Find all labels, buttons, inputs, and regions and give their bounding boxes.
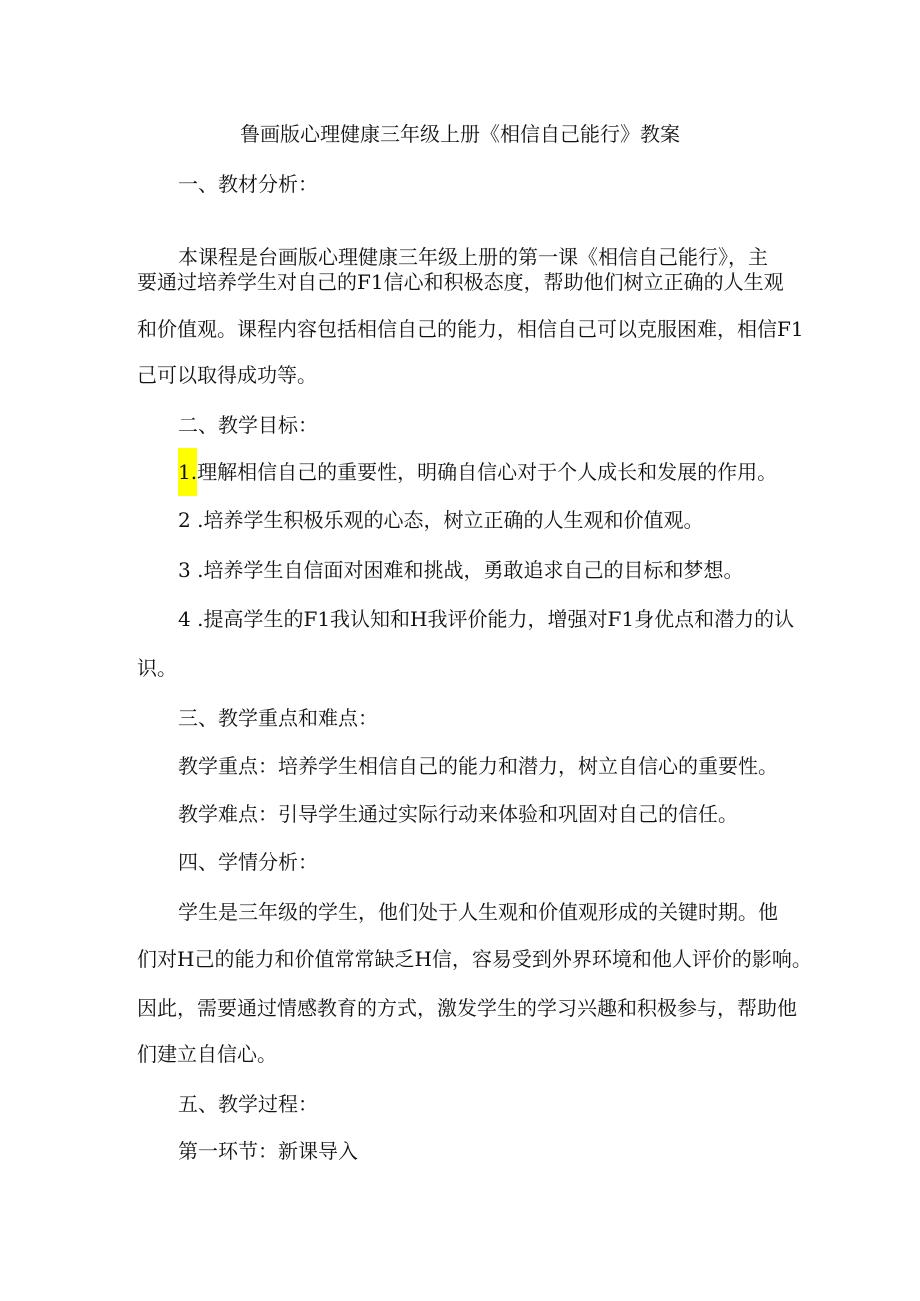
process-step-1: 第一环节：新课导入: [178, 1139, 358, 1163]
paragraph-line: 学生是三年级的学生，他们处于人生观和价值观形成的关键时期。他: [178, 900, 778, 924]
goal-item-3: 3 .培养学生自信面对困难和挑战，勇敢追求自己的目标和梦想。: [178, 558, 744, 582]
paragraph-line: 要通过培养学生对自己的F1信心和积极态度，帮助他们树立正确的人生观: [137, 270, 784, 294]
section-heading-textbook-analysis: 一、教材分析：: [178, 172, 318, 196]
document-title: 鲁画版心理健康三年级上册《相信自己能行》教案: [240, 122, 680, 146]
goal-item-4: 4 .提高学生的F1我认知和H我评价能力，增强对F1身优点和潜力的认: [178, 607, 795, 631]
goal-item-4-continued: 识。: [137, 656, 177, 680]
section-heading-student-analysis: 四、学情分析：: [178, 850, 318, 874]
paragraph-line: 因此，需要通过情感教育的方式，激发学生的学习兴趣和积极参与，帮助他: [137, 996, 797, 1020]
section-heading-teaching-goals: 二、教学目标：: [178, 413, 318, 437]
goal-text: 理解相信自己的重要性，明确自信心对于个人成长和发展的作用。: [197, 460, 778, 484]
paragraph-line: 们对H己的能力和价值常常缺乏H信，容易受到外界环境和他人评价的影响。: [137, 947, 812, 971]
difficulty-line: 教学难点：引导学生通过实际行动来体验和巩固对自己的信任。: [178, 802, 738, 826]
paragraph-line: 们建立自信心。: [137, 1042, 277, 1066]
highlighted-number: 1.: [178, 448, 197, 496]
key-point-line: 教学重点：培养学生相信自己的能力和潜力，树立自信心的重要性。: [178, 754, 778, 778]
paragraph-line: 本课程是台画版心理健康三年级上册的第一课《相信自己能行》，主: [178, 245, 768, 269]
paragraph-line: 己可以取得成功等。: [137, 363, 317, 387]
section-heading-key-points: 三、教学重点和难点：: [178, 706, 378, 730]
paragraph-line: 和价值观。课程内容包括相信自己的能力，相信自己可以克服困难，相信F1: [137, 317, 804, 341]
goal-item-1: [178, 458, 777, 486]
section-heading-teaching-process: 五、教学过程：: [178, 1092, 318, 1116]
goal-item-2: 2 .培养学生积极乐观的心态，树立正确的人生观和价值观。: [178, 508, 704, 532]
